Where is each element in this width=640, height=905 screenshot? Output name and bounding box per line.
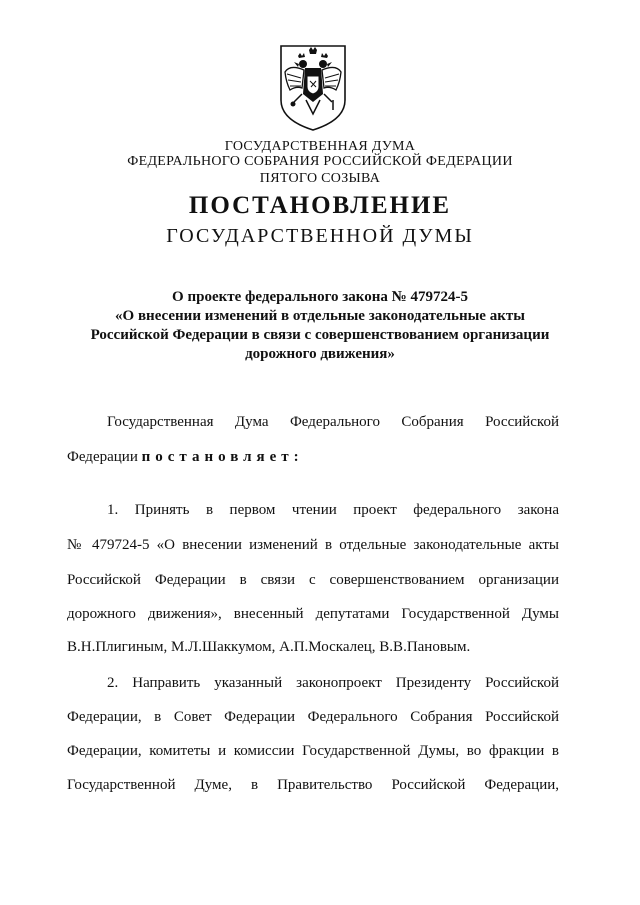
document-subtitle: ГОСУДАРСТВЕННОЙ ДУМЫ (166, 225, 474, 247)
org-line-convocation: ПЯТОГО СОЗЫВА (259, 171, 381, 186)
bill-title-line: «О внесении изменений в отдельные законодательные акты (115, 308, 525, 324)
bill-title-line: дорожного движения» (245, 346, 395, 362)
paragraph-line: 2. Направить указанный законопроект Президенту Российской (107, 675, 559, 691)
paragraph-line: № 479724-5 «О внесении изменений в отдельные законодательные акты (67, 537, 559, 553)
coat-of-arms-emblem (276, 42, 350, 132)
bill-title-line: О проекте федерального закона № 479724-5 (172, 289, 468, 305)
paragraph-line: 1. Принять в первом чтении проект федерального закона (107, 502, 559, 518)
paragraph-line: Федерации, в Совет Федерации Федерального Собрания Российской (67, 709, 559, 725)
document-title: ПОСТАНОВЛЕНИЕ (188, 192, 452, 219)
paragraph-line: Российской Федерации в связи с совершенствованием организации (67, 572, 559, 588)
paragraph-line: В.Н.Плигиным, М.Л.Шаккумом, А.П.Москалец, В.В.Пановым. (67, 639, 471, 655)
org-line-federal-assembly: ФЕДЕРАЛЬНОГО СОБРАНИЯ РОССИЙСКОЙ ФЕДЕРАЦИИ (127, 154, 513, 169)
preamble-text: Федерации (67, 449, 138, 465)
preamble-line: Государственная Дума Федерального Собрания Российской (107, 414, 559, 430)
org-line-duma: ГОСУДАРСТВЕННАЯ ДУМА (224, 139, 416, 154)
paragraph-line: Государственной Думе, в Правительство Российской Федерации, (67, 777, 559, 793)
resolution-verb: постановляет: (141, 449, 304, 465)
paragraph-line: дорожного движения», внесенный депутатами Государственной Думы (67, 606, 559, 622)
preamble-line (67, 447, 559, 467)
bill-title-line: Российской Федерации в связи с совершенствованием организации (90, 327, 550, 343)
paragraph-line: Федерации, комитеты и комиссии Государственной Думы, во фракции в (67, 743, 559, 759)
bill-title (60, 288, 580, 364)
